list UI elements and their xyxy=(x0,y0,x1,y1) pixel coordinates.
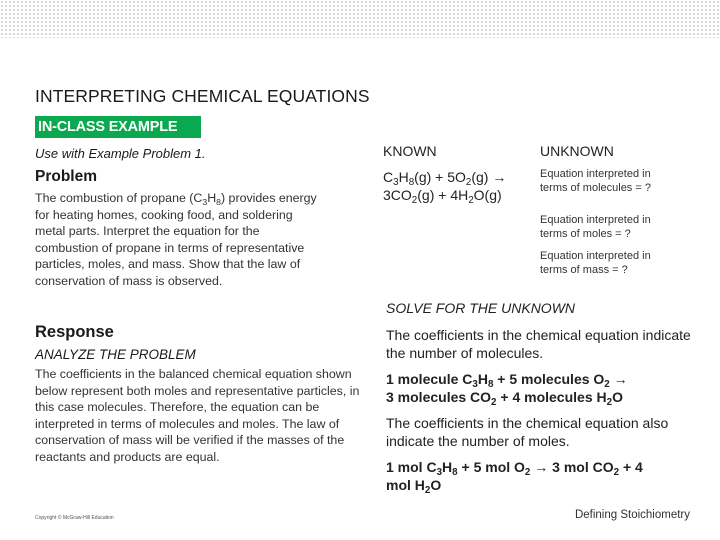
header-dot-pattern xyxy=(0,0,720,38)
equation-moles: 1 mol $C_3H_8 + 5$ mol $O_2 \to 3$ mol $CO_2 + 4$ mol $H_2O$ xyxy=(386,459,643,496)
unknown-heading: UNKNOWN xyxy=(540,143,614,159)
unknown-mass: Equation interpreted in terms of mass = ? xyxy=(540,250,651,276)
use-with-note: Use with Example Problem 1. xyxy=(35,146,206,161)
solve-text-molecules: The coefficients in the chemical equation indicate the number of molecules. xyxy=(386,327,691,361)
response-heading: Response xyxy=(35,323,114,341)
analyze-text: The coefficients in the balanced chemical equation shown below represent both moles and representative particles, in this case molecules. Therefore, the equation can be interpreted in terms of molecules and moles. The law of conservation of mass will be verified if the masses of the reactants and products are equal. xyxy=(35,367,360,464)
solve-heading: SOLVE FOR THE UNKNOWN xyxy=(386,300,576,316)
equation-molecules: 1 molecule $C_3H_8 + 5$ molecules $O_2$ → 3 molecules $CO_2 + 4$ molecules $H_2O$ xyxy=(386,371,628,408)
analyze-heading: ANALYZE THE PROBLEM xyxy=(35,347,196,362)
problem-heading: Problem xyxy=(35,168,98,185)
unknown-moles: Equation interpreted in terms of moles = ? xyxy=(540,214,651,240)
footer-chapter-title: Defining Stoichiometry xyxy=(574,509,690,521)
known-equation: $C_3H_8(g) + 5O_2(g)$ → $3CO_2(g) + 4H_2O(g)$ xyxy=(383,169,507,206)
in-class-example-badge: IN-CLASS EXAMPLE xyxy=(35,116,201,138)
unknown-molecules: Equation interpreted in terms of molecules = ? xyxy=(540,168,651,194)
known-heading: KNOWN xyxy=(383,143,437,159)
copyright-notice: Copyright © McGraw-Hill Education xyxy=(35,515,114,521)
slide-title: INTERPRETING CHEMICAL EQUATIONS xyxy=(35,86,370,106)
solve-text-moles: The coefficients in the chemical equation also indicate the number of moles. xyxy=(386,415,669,449)
problem-text: The combustion of propane $(C_3H_8)$ provides energy for heating homes, cooking food, and soldering metal parts. Interpret the equation for the combustion of propane in terms of representative particles, moles, and mass. Show that the law of conservation of mass is observed. xyxy=(35,191,317,288)
